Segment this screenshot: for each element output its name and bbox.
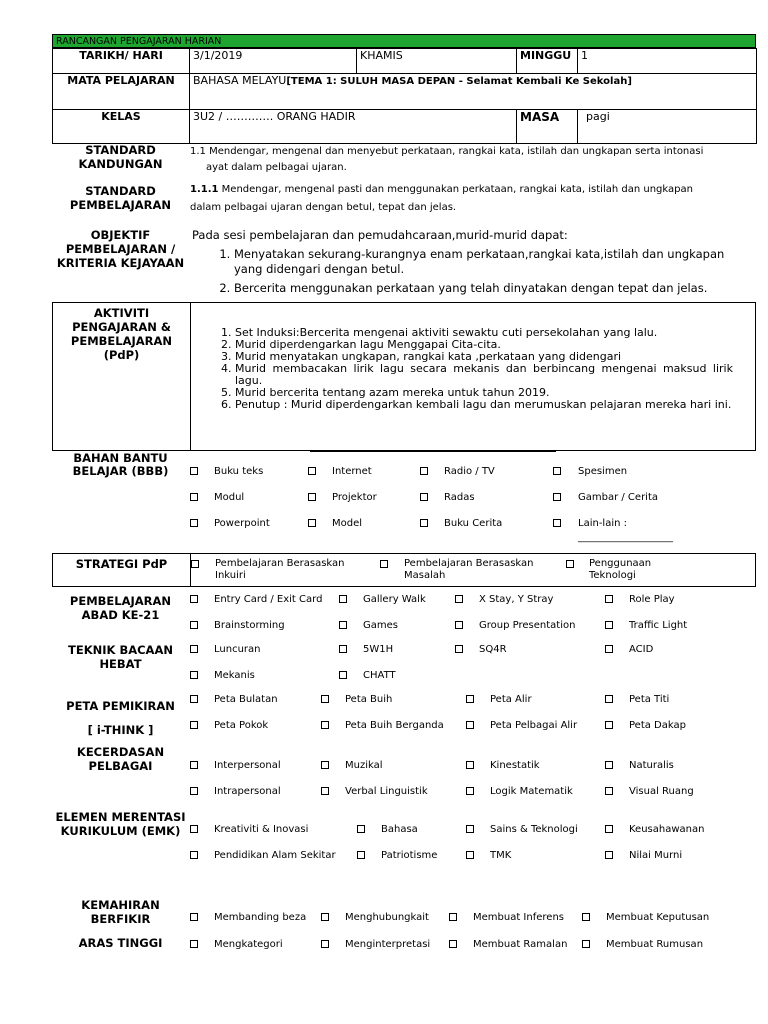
checkbox-icon[interactable] — [605, 645, 613, 653]
kbat-option-label: Membuat Rumusan — [606, 939, 704, 950]
checkbox-icon[interactable] — [582, 940, 590, 948]
sp-code: 1.1.1 — [190, 184, 219, 195]
abad-option-label: Role Play — [629, 594, 675, 605]
teknik-option-label: ACID — [629, 644, 654, 655]
peta-option-label: Peta Bulatan — [214, 694, 278, 705]
checkbox-icon[interactable] — [466, 825, 474, 833]
sk-text-line2: ayat dalam pelbagai ujaran. — [206, 162, 347, 173]
checkbox-icon[interactable] — [455, 595, 463, 603]
kbat-option[interactable] — [449, 912, 461, 924]
emk-option-label: Pendidikan Alam Sekitar — [214, 850, 336, 861]
sk-label-line1: STANDARD — [85, 143, 156, 157]
abad-option[interactable] — [190, 594, 202, 606]
sk-label-line2: KANDUNGAN — [78, 157, 163, 171]
abad-option-label: Brainstorming — [214, 620, 285, 631]
strategi-option-label: Pembelajaran Berasaskan Inkuiri — [215, 558, 345, 581]
abad-option[interactable] — [339, 594, 351, 606]
emk-option[interactable] — [605, 824, 617, 836]
checkbox-icon[interactable] — [190, 467, 198, 475]
checkbox-icon[interactable] — [190, 671, 198, 679]
sp-text-line2: dalam pelbagai ujaran dengan betul, tepat dan jelas. — [190, 202, 457, 213]
teknik-label-line1: TEKNIK BACAAN — [68, 643, 173, 657]
checkbox-icon[interactable] — [553, 493, 561, 501]
bbb-option-label: Buku Cerita — [444, 518, 503, 529]
checkbox-icon[interactable] — [566, 560, 574, 568]
teknik-option-label: SQ4R — [479, 644, 507, 655]
emk-option[interactable] — [357, 850, 369, 862]
checkbox-icon[interactable] — [190, 493, 198, 501]
emk-option-label: Nilai Murni — [629, 850, 683, 861]
peta-option[interactable] — [605, 720, 617, 732]
checkbox-icon[interactable] — [605, 695, 613, 703]
bbb-option-label: Gambar / Cerita — [578, 492, 659, 503]
aktiviti-item: 2. Murid diperdengarkan lagu Menggapai Cita-cita. — [235, 339, 733, 351]
kecerdasan-option-label: Naturalis — [629, 760, 674, 771]
kecerdasan-option[interactable] — [605, 786, 617, 798]
peta-label-line1: PETA PEMIKIRAN — [66, 699, 175, 713]
day-value: KHAMIS — [357, 49, 517, 74]
bbb-option-label: Model — [332, 518, 363, 529]
abad-label-line1: PEMBELAJARAN — [69, 594, 172, 608]
teknik-label — [52, 643, 189, 671]
aktiviti-item: 6. Penutup : Murid diperdengarkan kembali lagu dan merumuskan pelajaran mereka hari ini. — [235, 399, 733, 411]
peta-option[interactable] — [321, 694, 333, 706]
checkbox-icon[interactable] — [191, 560, 199, 568]
kecerdasan-option-label: Kinestatik — [490, 760, 540, 771]
peta-option-label: Peta Pokok — [214, 720, 269, 731]
emk-label-line1: ELEMEN MERENTASI — [55, 810, 186, 824]
obj-label-line3: KRITERIA KEJAYAAN — [56, 256, 185, 270]
checkbox-icon[interactable] — [339, 595, 347, 603]
sp-label-line2: PEMBELAJARAN — [69, 198, 172, 212]
emk-option-label: Patriotisme — [381, 850, 438, 861]
kecerdasan-option[interactable] — [190, 760, 202, 772]
peta-option-label: Peta Dakap — [629, 720, 686, 731]
subject-value — [190, 74, 757, 110]
bbb-label-line2: BELAJAR (BBB) — [72, 464, 169, 478]
teknik-option[interactable] — [190, 670, 202, 682]
bbb-option[interactable] — [420, 518, 432, 530]
teknik-option[interactable] — [190, 644, 202, 656]
strategi-box — [52, 553, 756, 587]
teknik-option[interactable] — [605, 644, 617, 656]
peta-option[interactable] — [605, 694, 617, 706]
bbb-option-label: Powerpoint — [214, 518, 270, 529]
obj-item: 2. Bercerita menggunakan perkataan yang telah dinyatakan dengan tepat dan jelas. — [234, 281, 732, 296]
week-label: MINGGU — [517, 49, 578, 74]
abad-option[interactable] — [339, 620, 351, 632]
aktiviti-content — [213, 327, 733, 411]
obj-item: 1. Menyatakan sekurang-kurangnya enam perkataan,rangkai kata,istilah dan ungkapan yang didengari dengan betul. — [234, 247, 732, 277]
aktiviti-list — [213, 327, 733, 411]
sp-text — [190, 181, 756, 217]
checkbox-icon[interactable] — [321, 695, 329, 703]
aktiviti-label — [53, 306, 190, 362]
aktiviti-item: 3. Murid menyatakan ungkapan, rangkai kata ,perkataan yang didengari — [235, 351, 733, 363]
bbb-option[interactable] — [553, 492, 565, 504]
kbat-label-line1: KEMAHIRAN — [81, 898, 160, 912]
kbat-option[interactable] — [582, 939, 594, 951]
bbb-rule — [310, 451, 556, 452]
checkbox-icon[interactable] — [321, 721, 329, 729]
checkbox-icon[interactable] — [605, 851, 613, 859]
kbat-option-label: Menginterpretasi — [345, 939, 431, 950]
bbb-option[interactable] — [308, 492, 320, 504]
peta-option[interactable] — [190, 720, 202, 732]
checkbox-icon[interactable] — [553, 519, 561, 527]
strategi-option[interactable] — [191, 559, 203, 571]
abad-option-label: Games — [363, 620, 398, 631]
emk-option[interactable] — [190, 850, 202, 862]
info-table — [52, 48, 757, 144]
checkbox-icon[interactable] — [190, 519, 198, 527]
kbat-option-label: Membanding beza — [214, 912, 307, 923]
emk-option[interactable] — [466, 824, 478, 836]
checkbox-icon[interactable] — [321, 787, 329, 795]
checkbox-icon[interactable] — [449, 913, 457, 921]
bbb-option[interactable] — [190, 466, 202, 478]
teknik-option[interactable] — [455, 644, 467, 656]
peta-label — [52, 694, 189, 742]
obj-label-line2: PEMBELAJARAN / — [65, 242, 176, 256]
kecerdasan-label — [52, 745, 189, 773]
aktiviti-item: 1. Set Induksi:Bercerita mengenai aktiviti sewaktu cuti persekolahan yang lalu. — [235, 327, 733, 339]
emk-label — [52, 810, 189, 838]
checkbox-icon[interactable] — [190, 940, 198, 948]
teknik-option-label: CHATT — [363, 670, 396, 681]
kbat-option[interactable] — [190, 939, 202, 951]
abad-option-label: Entry Card / Exit Card — [214, 594, 323, 605]
bbb-option[interactable] — [553, 466, 565, 478]
bbb-option-label: Internet — [332, 466, 372, 477]
emk-option-label: Sains & Teknologi — [490, 824, 578, 835]
time-label: MASA — [517, 110, 578, 144]
peta-option[interactable] — [466, 694, 478, 706]
checkbox-icon[interactable] — [466, 851, 474, 859]
obj-label — [52, 228, 189, 270]
kecerdasan-option[interactable] — [321, 760, 333, 772]
peta-option-label: Peta Titi — [629, 694, 670, 705]
abad-option[interactable] — [605, 594, 617, 606]
strategi-option[interactable] — [380, 559, 392, 571]
peta-option-label: Peta Buih Berganda — [345, 720, 444, 731]
obj-label-line1: OBJEKTIF — [90, 228, 151, 242]
kbat-option-label: Membuat Ramalan — [473, 939, 568, 950]
emk-option[interactable] — [357, 824, 369, 836]
week-value: 1 — [578, 49, 757, 74]
checkbox-icon[interactable] — [605, 721, 613, 729]
kecerdasan-label-line2: PELBAGAI — [88, 759, 153, 773]
abad-option-label: Gallery Walk — [363, 594, 426, 605]
kbat-option[interactable] — [321, 939, 333, 951]
checkbox-icon[interactable] — [321, 761, 329, 769]
aktiviti-label-line3: PEMBELAJARAN — [70, 334, 173, 348]
class-value: 3U2 / …………. ORANG HADIR — [190, 110, 517, 144]
kbat-label — [52, 898, 189, 950]
sk-label — [52, 143, 189, 171]
teknik-option[interactable] — [339, 644, 351, 656]
checkbox-icon[interactable] — [466, 721, 474, 729]
bbb-option-label: Spesimen — [578, 466, 628, 477]
sk-text — [190, 144, 756, 176]
kbat-option-label: Membuat Keputusan — [606, 912, 710, 923]
checkbox-icon[interactable] — [190, 695, 198, 703]
peta-option[interactable] — [466, 720, 478, 732]
emk-option-label: Bahasa — [381, 824, 418, 835]
kbat-label-line2: BERFIKIR — [90, 912, 151, 926]
subject-name: BAHASA MELAYU — [193, 74, 287, 87]
checkbox-icon[interactable] — [420, 519, 428, 527]
strategi-label: STRATEGI PdP — [75, 557, 168, 571]
teknik-option[interactable] — [339, 670, 351, 682]
checkbox-icon[interactable] — [321, 913, 329, 921]
checkbox-icon[interactable] — [190, 721, 198, 729]
peta-label-line2: [ i-THINK ] — [87, 723, 154, 737]
sp-label — [52, 184, 189, 212]
date-label: TARIKH/ HARI — [53, 49, 190, 74]
bbb-option[interactable] — [190, 492, 202, 504]
checkbox-icon[interactable] — [605, 761, 613, 769]
kbat-option-label: Menghubungkait — [345, 912, 429, 923]
checkbox-icon[interactable] — [339, 621, 347, 629]
bbb-option[interactable] — [308, 518, 320, 530]
checkbox-icon[interactable] — [582, 913, 590, 921]
kecerdasan-option-label: Verbal Linguistik — [345, 786, 428, 797]
peta-option[interactable] — [321, 720, 333, 732]
obj-list — [192, 247, 732, 296]
bbb-option[interactable] — [420, 492, 432, 504]
strategi-option-label: Pembelajaran Berasaskan Masalah — [404, 558, 534, 581]
kbat-option-label: Membuat Inferens — [473, 912, 564, 923]
checkbox-icon[interactable] — [466, 695, 474, 703]
class-label: KELAS — [53, 110, 190, 144]
checkbox-icon[interactable] — [339, 645, 347, 653]
kecerdasan-option-label: Muzikal — [345, 760, 383, 771]
abad-option[interactable] — [455, 620, 467, 632]
teknik-option-label: Luncuran — [214, 644, 261, 655]
checkbox-icon[interactable] — [455, 645, 463, 653]
kecerdasan-option[interactable] — [466, 760, 478, 772]
time-value: pagi — [578, 110, 757, 144]
emk-option-label: TMK — [490, 850, 512, 861]
abad-option[interactable] — [455, 594, 467, 606]
checkbox-icon[interactable] — [190, 913, 198, 921]
checkbox-icon[interactable] — [466, 787, 474, 795]
strategi-option[interactable] — [566, 559, 578, 571]
kecerdasan-option-label: Logik Matematik — [490, 786, 573, 797]
bbb-label — [52, 452, 189, 478]
abad-option-label: Group Presentation — [479, 620, 576, 631]
date-value: 3/1/2019 — [190, 49, 357, 74]
abad-option-label: Traffic Light — [629, 620, 688, 631]
bbb-option[interactable] — [553, 518, 565, 530]
bbb-option-label: Projektor — [332, 492, 377, 503]
emk-label-line2: KURIKULUM (EMK) — [60, 824, 181, 838]
aktiviti-label-line4: (PdP) — [103, 348, 140, 362]
bbb-option-label: Radas — [444, 492, 475, 503]
aktiviti-label-line1: AKTIVITI — [93, 306, 150, 320]
kbat-option[interactable] — [190, 912, 202, 924]
kbat-label-line3: ARAS TINGGI — [78, 936, 163, 950]
checkbox-icon[interactable] — [449, 940, 457, 948]
abad-label — [52, 594, 189, 622]
sp-label-line1: STANDARD — [85, 184, 156, 198]
bbb-label-line1: BAHAN BANTU — [73, 451, 168, 465]
page-header: RANCANGAN PENGAJARAN HARIAN — [52, 34, 756, 48]
abad-option-label: X Stay, Y Stray — [479, 594, 554, 605]
checkbox-icon[interactable] — [308, 467, 316, 475]
bbb-option-label: Radio / TV — [444, 466, 495, 477]
peta-option-label: Peta Buih — [345, 694, 393, 705]
checkbox-icon[interactable] — [190, 645, 198, 653]
checkbox-icon[interactable] — [357, 825, 365, 833]
checkbox-icon[interactable] — [605, 825, 613, 833]
emk-option-label: Kreativiti & Inovasi — [214, 824, 309, 835]
sp-text-line1: Mendengar, mengenal pasti dan menggunakan perkataan, rangkai kata, istilah dan ungkapan — [218, 184, 693, 195]
subject-label: MATA PELAJARAN — [53, 74, 190, 110]
kbat-option[interactable] — [582, 912, 594, 924]
emk-option[interactable] — [466, 850, 478, 862]
checkbox-icon[interactable] — [339, 671, 347, 679]
bbb-other-blank[interactable]: ___________________ — [578, 532, 673, 543]
kecerdasan-option-label: Intrapersonal — [214, 786, 281, 797]
kecerdasan-option-label: Visual Ruang — [629, 786, 694, 797]
checkbox-icon[interactable] — [190, 825, 198, 833]
checkbox-icon[interactable] — [357, 851, 365, 859]
emk-option[interactable] — [605, 850, 617, 862]
bbb-option[interactable] — [190, 518, 202, 530]
teknik-option-label: Mekanis — [214, 670, 255, 681]
bbb-option[interactable] — [308, 466, 320, 478]
checkbox-icon[interactable] — [420, 467, 428, 475]
kecerdasan-option[interactable] — [190, 786, 202, 798]
checkbox-icon[interactable] — [553, 467, 561, 475]
aktiviti-box — [52, 302, 756, 451]
strategi-option-label: Penggunaan Teknologi — [589, 558, 652, 581]
obj-content — [192, 228, 732, 300]
aktiviti-item: 5. Murid bercerita tentang azam mereka untuk tahun 2019. — [235, 387, 733, 399]
emk-option-label: Keusahawanan — [629, 824, 705, 835]
peta-option-label: Peta Alir — [490, 694, 532, 705]
obj-intro: Pada sesi pembelajaran dan pemudahcaraan,murid-murid dapat: — [192, 228, 568, 242]
theme: [TEMA 1: SULUH MASA DEPAN - Selamat Kembali Ke Sekolah] — [286, 76, 632, 87]
sk-text-line1: 1.1 Mendengar, mengenal dan menyebut perkataan, rangkai kata, istilah dan ungkapan serta intonasi — [190, 146, 704, 157]
checkbox-icon[interactable] — [466, 761, 474, 769]
kecerdasan-option-label: Interpersonal — [214, 760, 281, 771]
checkbox-icon[interactable] — [455, 621, 463, 629]
peta-option-label: Peta Pelbagai Alir — [490, 720, 578, 731]
kbat-option-label: Mengkategori — [214, 939, 283, 950]
bbb-option-label: Modul — [214, 492, 245, 503]
kbat-option[interactable] — [321, 912, 333, 924]
checkbox-icon[interactable] — [380, 560, 388, 568]
kecerdasan-option[interactable] — [466, 786, 478, 798]
checkbox-icon[interactable] — [190, 621, 198, 629]
aktiviti-item: 4. Murid membacakan lirik lagu secara mekanis dan berbincang mengenai maksud lirik lagu. — [235, 363, 733, 387]
checkbox-icon[interactable] — [308, 493, 316, 501]
kecerdasan-label-line1: KECERDASAN — [76, 745, 165, 759]
bbb-option-label: Lain-lain : — [578, 518, 627, 529]
aktiviti-label-line2: PENGAJARAN & — [72, 320, 171, 334]
checkbox-icon[interactable] — [420, 493, 428, 501]
abad-option[interactable] — [190, 620, 202, 632]
aktiviti-divider — [190, 303, 191, 450]
checkbox-icon[interactable] — [190, 787, 198, 795]
bbb-option-label: Buku teks — [214, 466, 264, 477]
kecerdasan-option[interactable] — [605, 760, 617, 772]
checkbox-icon[interactable] — [190, 595, 198, 603]
teknik-label-line2: HEBAT — [99, 657, 142, 671]
kbat-option[interactable] — [449, 939, 461, 951]
checkbox-icon[interactable] — [321, 940, 329, 948]
peta-option[interactable] — [190, 694, 202, 706]
checkbox-icon[interactable] — [190, 851, 198, 859]
checkbox-icon[interactable] — [308, 519, 316, 527]
abad-label-line2: ABAD KE-21 — [81, 608, 160, 622]
checkbox-icon[interactable] — [605, 787, 613, 795]
emk-option[interactable] — [190, 824, 202, 836]
checkbox-icon[interactable] — [190, 761, 198, 769]
checkbox-icon[interactable] — [605, 621, 613, 629]
abad-option[interactable] — [605, 620, 617, 632]
teknik-option-label: 5W1H — [363, 644, 394, 655]
bbb-option[interactable] — [420, 466, 432, 478]
kecerdasan-option[interactable] — [321, 786, 333, 798]
checkbox-icon[interactable] — [605, 595, 613, 603]
